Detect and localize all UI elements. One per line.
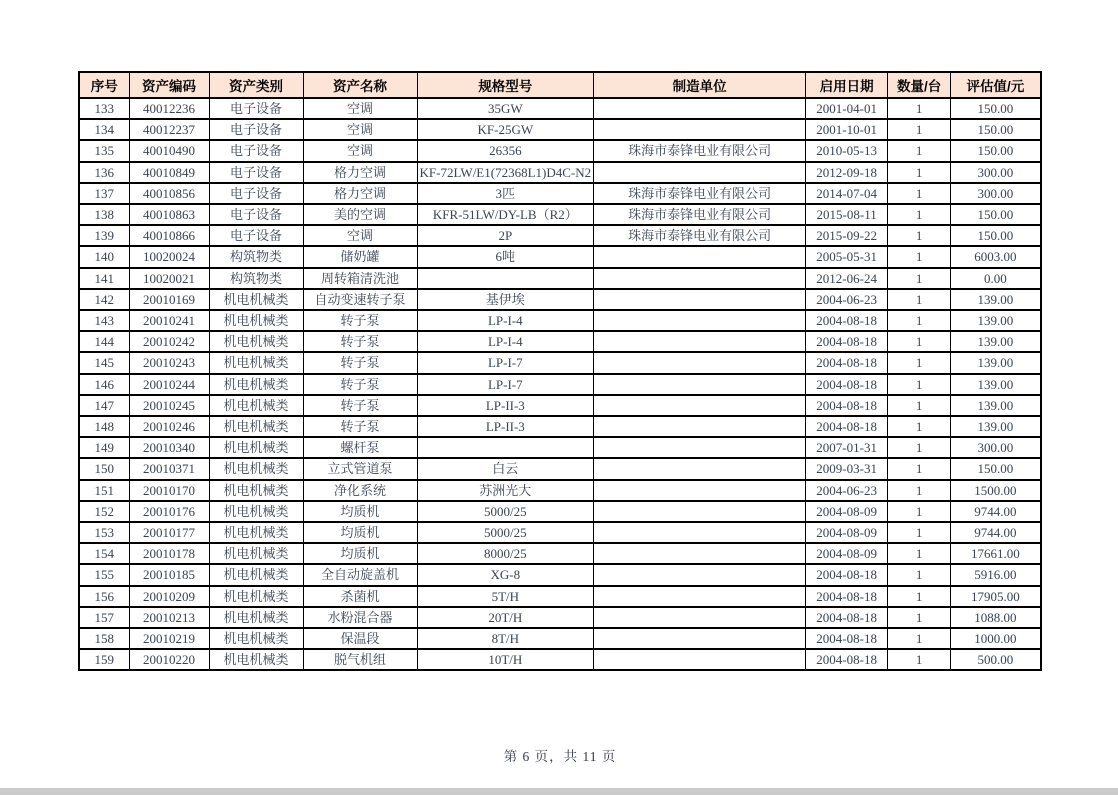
table-cell: XG-8	[417, 564, 594, 585]
table-cell: 构筑物类	[209, 246, 303, 267]
table-cell: 1	[888, 607, 951, 628]
table-cell: 135	[79, 140, 129, 161]
table-cell: 156	[79, 586, 129, 607]
table-cell: 20010169	[129, 289, 209, 310]
table-row	[79, 352, 1041, 373]
column-header: 评估值/元	[951, 72, 1041, 98]
table-cell: 电子设备	[209, 204, 303, 225]
table-cell: 珠海市泰锋电业有限公司	[594, 204, 806, 225]
table-cell	[594, 480, 806, 501]
table-cell: 2004-08-18	[806, 331, 888, 352]
table-cell: 20010242	[129, 331, 209, 352]
table-cell: 2004-08-18	[806, 586, 888, 607]
table-cell: 40010849	[129, 162, 209, 183]
table-cell: 机电机械类	[209, 331, 303, 352]
table-cell: 10020021	[129, 268, 209, 289]
table-cell: 苏洲光大	[417, 480, 594, 501]
table-cell: 2004-08-18	[806, 310, 888, 331]
table-cell: 20010244	[129, 374, 209, 395]
table-cell: 6003.00	[951, 246, 1041, 267]
table-row	[79, 501, 1041, 522]
table-cell: LP-II-3	[417, 416, 594, 437]
table-cell: 机电机械类	[209, 501, 303, 522]
table-cell: LP-I-4	[417, 331, 594, 352]
table-cell: 杀菌机	[303, 586, 417, 607]
table-row	[79, 416, 1041, 437]
table-cell: 136	[79, 162, 129, 183]
table-header-row	[79, 72, 1041, 98]
table-cell: 139.00	[951, 310, 1041, 331]
table-cell: 3匹	[417, 183, 594, 204]
table-row	[79, 246, 1041, 267]
table-cell	[594, 98, 806, 119]
table-cell: 电子设备	[209, 140, 303, 161]
table-row	[79, 119, 1041, 140]
table-cell: 17661.00	[951, 543, 1041, 564]
table-row	[79, 268, 1041, 289]
column-header: 规格型号	[417, 72, 594, 98]
table-row	[79, 98, 1041, 119]
table-cell: 20010213	[129, 607, 209, 628]
table-cell: LP-I-7	[417, 352, 594, 373]
table-cell: 8T/H	[417, 628, 594, 649]
table-cell: 20010245	[129, 395, 209, 416]
table-cell: 净化系统	[303, 480, 417, 501]
table-cell: 2004-08-09	[806, 522, 888, 543]
table-cell: 145	[79, 352, 129, 373]
table-cell: 150.00	[951, 98, 1041, 119]
table-cell: 20010220	[129, 649, 209, 670]
table-cell: 白云	[417, 458, 594, 479]
table-cell: 机电机械类	[209, 458, 303, 479]
table-cell: 电子设备	[209, 119, 303, 140]
table-cell: 2004-06-23	[806, 289, 888, 310]
table-cell: 基伊埃	[417, 289, 594, 310]
table-cell	[594, 395, 806, 416]
table-cell: 2012-06-24	[806, 268, 888, 289]
table-cell	[594, 416, 806, 437]
table-cell: 转子泵	[303, 416, 417, 437]
table-cell: 储奶罐	[303, 246, 417, 267]
table-cell: 159	[79, 649, 129, 670]
table-row	[79, 310, 1041, 331]
table-cell: 140	[79, 246, 129, 267]
table-cell: 40012237	[129, 119, 209, 140]
table-cell: 美的空调	[303, 204, 417, 225]
table-cell: 空调	[303, 140, 417, 161]
table-cell: 1088.00	[951, 607, 1041, 628]
table-cell: 1	[888, 183, 951, 204]
table-cell: 300.00	[951, 162, 1041, 183]
table-cell: 10T/H	[417, 649, 594, 670]
table-cell: 40010856	[129, 183, 209, 204]
table-cell	[594, 268, 806, 289]
table-cell: 158	[79, 628, 129, 649]
table-cell: 格力空调	[303, 183, 417, 204]
table-cell: 20010177	[129, 522, 209, 543]
table-cell: 1	[888, 204, 951, 225]
table-cell: 300.00	[951, 437, 1041, 458]
table-cell: 147	[79, 395, 129, 416]
table-cell: 空调	[303, 119, 417, 140]
table-cell: 1	[888, 437, 951, 458]
column-header: 数量/台	[888, 72, 951, 98]
table-cell: 2004-08-18	[806, 416, 888, 437]
table-cell: 1	[888, 140, 951, 161]
table-cell: 5T/H	[417, 586, 594, 607]
table-cell: 电子设备	[209, 183, 303, 204]
table-cell	[594, 458, 806, 479]
table-cell: 40010863	[129, 204, 209, 225]
table-cell: 1	[888, 352, 951, 373]
table-cell: 20010246	[129, 416, 209, 437]
table-cell: 1	[888, 480, 951, 501]
table-cell	[594, 501, 806, 522]
table-row	[79, 480, 1041, 501]
bottom-edge-strip	[0, 788, 1118, 795]
table-cell: 机电机械类	[209, 289, 303, 310]
table-cell: 立式管道泵	[303, 458, 417, 479]
table-cell: 转子泵	[303, 374, 417, 395]
table-cell: 139.00	[951, 352, 1041, 373]
table-cell: 9744.00	[951, 522, 1041, 543]
table-cell: 20010176	[129, 501, 209, 522]
table-cell: 1	[888, 628, 951, 649]
table-cell	[594, 649, 806, 670]
table-cell: 2004-06-23	[806, 480, 888, 501]
table-cell: 20010185	[129, 564, 209, 585]
page-number-text: 第 6 页，共 11 页	[503, 749, 617, 764]
table-cell: 转子泵	[303, 331, 417, 352]
table-cell: 0.00	[951, 268, 1041, 289]
table-cell: 26356	[417, 140, 594, 161]
table-cell: 2004-08-18	[806, 607, 888, 628]
table-cell: 20010340	[129, 437, 209, 458]
table-cell: 2004-08-09	[806, 543, 888, 564]
table-cell: 机电机械类	[209, 480, 303, 501]
table-cell: 10020024	[129, 246, 209, 267]
table-cell: 机电机械类	[209, 416, 303, 437]
column-header: 启用日期	[806, 72, 888, 98]
table-cell: LP-I-7	[417, 374, 594, 395]
table-row	[79, 183, 1041, 204]
table-cell: 1	[888, 522, 951, 543]
table-cell: 137	[79, 183, 129, 204]
table-cell: LP-II-3	[417, 395, 594, 416]
table-cell: 146	[79, 374, 129, 395]
table-cell: 40010866	[129, 225, 209, 246]
table-cell: 1500.00	[951, 480, 1041, 501]
table-cell: 20T/H	[417, 607, 594, 628]
table-cell: 水粉混合器	[303, 607, 417, 628]
table-cell: 1	[888, 501, 951, 522]
table-cell: 均质机	[303, 501, 417, 522]
table-cell	[594, 522, 806, 543]
table-cell: 20010243	[129, 352, 209, 373]
table-cell: 154	[79, 543, 129, 564]
column-header: 序号	[79, 72, 129, 98]
table-cell: 1	[888, 395, 951, 416]
table-cell: 139.00	[951, 395, 1041, 416]
table-cell: 150.00	[951, 119, 1041, 140]
table-row	[79, 225, 1041, 246]
table-cell: 电子设备	[209, 162, 303, 183]
table-cell: 机电机械类	[209, 628, 303, 649]
table-cell: 2005-05-31	[806, 246, 888, 267]
table-cell: 1	[888, 162, 951, 183]
table-cell: 139.00	[951, 416, 1041, 437]
table-cell: 螺杆泵	[303, 437, 417, 458]
table-cell: 均质机	[303, 543, 417, 564]
table-row	[79, 374, 1041, 395]
table-cell: 机电机械类	[209, 437, 303, 458]
table-row	[79, 140, 1041, 161]
table-cell: 1	[888, 458, 951, 479]
table-cell: 2007-01-31	[806, 437, 888, 458]
table-cell: 转子泵	[303, 352, 417, 373]
table-cell: 2010-05-13	[806, 140, 888, 161]
table-cell: 5000/25	[417, 522, 594, 543]
table-cell	[594, 246, 806, 267]
table-cell: 1	[888, 225, 951, 246]
table-cell	[594, 289, 806, 310]
table-body	[79, 98, 1041, 670]
table-cell: 148	[79, 416, 129, 437]
table-cell: 1	[888, 331, 951, 352]
table-cell: 150.00	[951, 140, 1041, 161]
table-cell: KF-72LW/E1(72368L1)D4C-N2	[417, 162, 594, 183]
table-row	[79, 628, 1041, 649]
column-header: 资产名称	[303, 72, 417, 98]
table-cell: 20010371	[129, 458, 209, 479]
table-cell: 150	[79, 458, 129, 479]
table-cell: 2001-10-01	[806, 119, 888, 140]
table-cell: 20010241	[129, 310, 209, 331]
table-cell: 5000/25	[417, 501, 594, 522]
table-cell: 138	[79, 204, 129, 225]
table-cell: 9744.00	[951, 501, 1041, 522]
table-cell: 1000.00	[951, 628, 1041, 649]
table-cell: 转子泵	[303, 395, 417, 416]
table-cell: 143	[79, 310, 129, 331]
table-cell: 全自动旋盖机	[303, 564, 417, 585]
table-row	[79, 564, 1041, 585]
table-cell: 机电机械类	[209, 352, 303, 373]
table-cell: 40010490	[129, 140, 209, 161]
table-cell: 139	[79, 225, 129, 246]
table-cell: 150.00	[951, 458, 1041, 479]
table-cell: 1	[888, 586, 951, 607]
table-cell: 机电机械类	[209, 374, 303, 395]
table-row	[79, 607, 1041, 628]
table-cell: 2015-08-11	[806, 204, 888, 225]
table-cell: 139.00	[951, 374, 1041, 395]
table-cell: 1	[888, 119, 951, 140]
table-cell	[594, 586, 806, 607]
column-header: 制造单位	[594, 72, 806, 98]
table-cell: 机电机械类	[209, 649, 303, 670]
table-cell: 2004-08-18	[806, 395, 888, 416]
table-cell: 1	[888, 543, 951, 564]
table-cell: 2004-08-18	[806, 374, 888, 395]
table-cell	[594, 162, 806, 183]
table-cell: 2004-08-09	[806, 501, 888, 522]
table-cell: 157	[79, 607, 129, 628]
table-cell: 1	[888, 649, 951, 670]
asset-table	[78, 71, 1042, 671]
page-footer	[78, 745, 1042, 765]
table-cell: 300.00	[951, 183, 1041, 204]
table-cell: 2004-08-18	[806, 564, 888, 585]
table-cell: 2009-03-31	[806, 458, 888, 479]
table-cell: 35GW	[417, 98, 594, 119]
table-cell: 周转箱清洗池	[303, 268, 417, 289]
table-cell: 5916.00	[951, 564, 1041, 585]
table-cell: 转子泵	[303, 310, 417, 331]
table-cell: 40012236	[129, 98, 209, 119]
table-cell: 1	[888, 310, 951, 331]
table-cell: 6吨	[417, 246, 594, 267]
table-cell: 保温段	[303, 628, 417, 649]
table-cell: 2004-08-18	[806, 649, 888, 670]
table-cell	[594, 352, 806, 373]
table-cell: 格力空调	[303, 162, 417, 183]
table-row	[79, 395, 1041, 416]
table-cell: 500.00	[951, 649, 1041, 670]
table-cell: 1	[888, 374, 951, 395]
table-cell: 142	[79, 289, 129, 310]
table-row	[79, 162, 1041, 183]
table-cell: 1	[888, 416, 951, 437]
table-cell: 139.00	[951, 331, 1041, 352]
table-cell	[594, 564, 806, 585]
table-cell: 8000/25	[417, 543, 594, 564]
table-cell: 珠海市泰锋电业有限公司	[594, 183, 806, 204]
table-cell: LP-I-4	[417, 310, 594, 331]
table-cell	[594, 310, 806, 331]
table-cell: 构筑物类	[209, 268, 303, 289]
table-cell: 1	[888, 289, 951, 310]
table-cell: 20010170	[129, 480, 209, 501]
table-cell	[594, 437, 806, 458]
table-cell: 150.00	[951, 204, 1041, 225]
table-cell: 150.00	[951, 225, 1041, 246]
table-cell	[594, 543, 806, 564]
table-cell: 2P	[417, 225, 594, 246]
table-cell: 机电机械类	[209, 607, 303, 628]
table-cell	[417, 437, 594, 458]
table-cell: 电子设备	[209, 98, 303, 119]
table-row	[79, 437, 1041, 458]
table-row	[79, 289, 1041, 310]
table-cell: 20010209	[129, 586, 209, 607]
table-cell: 20010178	[129, 543, 209, 564]
table-row	[79, 586, 1041, 607]
table-cell: 2015-09-22	[806, 225, 888, 246]
table-cell: 1	[888, 564, 951, 585]
table-cell: 134	[79, 119, 129, 140]
table-cell: 脱气机组	[303, 649, 417, 670]
table-cell: 空调	[303, 225, 417, 246]
table-cell: 1	[888, 268, 951, 289]
table-cell	[594, 374, 806, 395]
table-cell: 152	[79, 501, 129, 522]
table-cell: 141	[79, 268, 129, 289]
table-cell: 2012-09-18	[806, 162, 888, 183]
table-cell: 133	[79, 98, 129, 119]
table-cell: 1	[888, 246, 951, 267]
table-cell: 2004-08-18	[806, 628, 888, 649]
table-row	[79, 331, 1041, 352]
table-row	[79, 458, 1041, 479]
table-cell: 珠海市泰锋电业有限公司	[594, 140, 806, 161]
table-cell: 144	[79, 331, 129, 352]
table-cell	[594, 331, 806, 352]
table-cell: 2004-08-18	[806, 352, 888, 373]
table-cell: 机电机械类	[209, 310, 303, 331]
table-cell: 均质机	[303, 522, 417, 543]
table-cell: 20010219	[129, 628, 209, 649]
table-cell: 151	[79, 480, 129, 501]
table-row	[79, 522, 1041, 543]
table-cell: 机电机械类	[209, 564, 303, 585]
table-cell	[594, 628, 806, 649]
table-cell: 珠海市泰锋电业有限公司	[594, 225, 806, 246]
table-cell: 17905.00	[951, 586, 1041, 607]
table-cell: 空调	[303, 98, 417, 119]
column-header: 资产编码	[129, 72, 209, 98]
table-cell: 2014-07-04	[806, 183, 888, 204]
table-row	[79, 543, 1041, 564]
table-row	[79, 204, 1041, 225]
table-cell: 139.00	[951, 289, 1041, 310]
table-cell: 机电机械类	[209, 522, 303, 543]
table-cell: 机电机械类	[209, 543, 303, 564]
table-row	[79, 649, 1041, 670]
table-cell: 电子设备	[209, 225, 303, 246]
table-cell: 自动变速转子泵	[303, 289, 417, 310]
table-cell: 1	[888, 98, 951, 119]
table-cell: 149	[79, 437, 129, 458]
table-cell: 2001-04-01	[806, 98, 888, 119]
table-cell: 153	[79, 522, 129, 543]
table-cell: 155	[79, 564, 129, 585]
table-cell	[594, 607, 806, 628]
table-cell: KF-25GW	[417, 119, 594, 140]
table-cell	[417, 268, 594, 289]
table-cell: 机电机械类	[209, 586, 303, 607]
table-cell: 机电机械类	[209, 395, 303, 416]
table-cell: KFR-51LW/DY-LB（R2）	[417, 204, 594, 225]
table-cell	[594, 119, 806, 140]
column-header: 资产类别	[209, 72, 303, 98]
